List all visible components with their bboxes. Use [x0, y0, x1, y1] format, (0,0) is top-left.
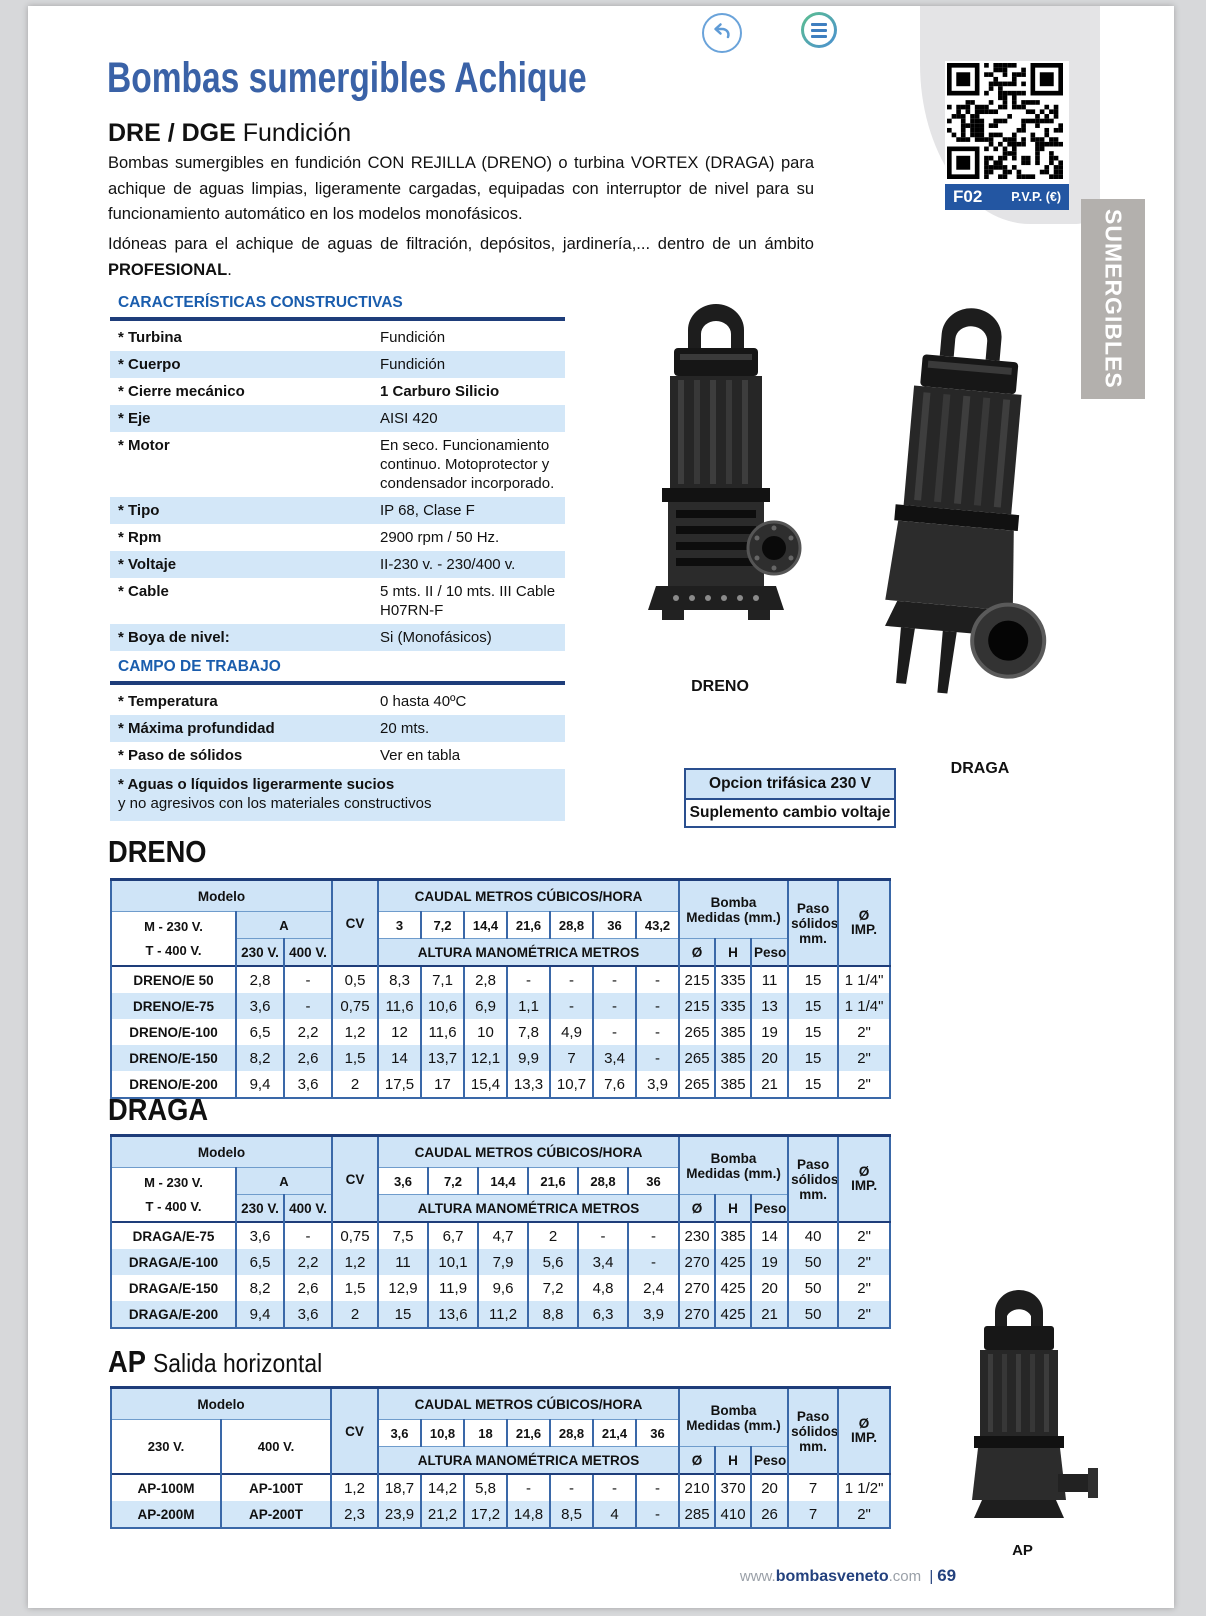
col-modelo: Modelo — [111, 1136, 332, 1168]
col-modelo: Modelo — [111, 1388, 331, 1420]
note-line2: y no agresivos con los materiales constructivos — [118, 795, 432, 812]
spec-row — [110, 351, 565, 378]
table-row: DRAGA/E-200 9,4 3,6 2 15 13,6 11,2 8,8 6,3 3,9 270 425 21 50 2" — [111, 1301, 890, 1328]
ap-product-photo — [940, 1286, 1105, 1536]
col-a: A — [236, 912, 332, 939]
hamburger-icon — [804, 15, 834, 45]
option-box — [684, 768, 896, 828]
spec-value: Si (Monofásicos) — [380, 629, 492, 646]
spec-label: * Voltaje — [118, 556, 177, 573]
col-paso: Paso sólidos mm. — [788, 1136, 838, 1223]
col-altura: ALTURA MANOMÉTRICA METROS — [378, 1195, 679, 1223]
menu-button[interactable] — [801, 12, 837, 48]
spec-row — [110, 551, 565, 578]
spec-value: Fundición — [380, 356, 446, 373]
table-row: DRAGA/E-75 3,6 - 0,75 7,5 6,7 4,7 2 - - 230 385 14 40 2" — [111, 1222, 890, 1249]
spec-row — [110, 624, 565, 651]
spec-label: * Máxima profundidad — [118, 720, 275, 737]
spec-label: * Cierre mecánico — [118, 383, 245, 400]
col-bomba: Bomba Medidas (mm.) — [679, 1388, 788, 1447]
catalog-code: F02 — [953, 187, 983, 206]
ap-table-title: AP Salida horizontal — [108, 1344, 323, 1379]
spec-value: En seco. Funcionamiento continuo. Motoprotector y condensador incorporado. — [380, 437, 555, 492]
spec-label: * Boya de nivel: — [118, 629, 230, 646]
col-altura: ALTURA MANOMÉTRICA METROS — [378, 939, 679, 967]
dreno-product-photo — [628, 296, 803, 676]
spec-value: Fundición — [380, 329, 446, 346]
col-caudal: CAUDAL METROS CÚBICOS/HORA — [378, 1136, 679, 1168]
intro-paragraph: Bombas sumergibles en fundición CON REJILLA (DRENO) o turbina VORTEX (DRAGA) para achique de aguas limpias, ligeramente cargadas, equipadas con interruptor de nivel para su funcionamiento automático en los modelos monofásicos. — [108, 154, 814, 223]
table-row: AP-100M AP-100T 1,2 18,7 14,2 5,8 - - - - 210 370 20 7 1 1/2" — [111, 1474, 890, 1501]
ap-table: Modelo CV CAUDAL METROS CÚBICOS/HORA Bomba Medidas (mm.) Paso sólidos mm. Ø IMP. 230 V. 400 V. 3,6 10,8 18 21,6 28,8 21,4 36 ALTURA MANOMÉTRICA METROS Ø H Peso AP-100M AP-100T 1,2 18,7 14,2 5,8 - - - - 210 370 20 7 1 1/2" AP-200M AP-200T 2,3 23,9 21,2 17,2 14,8 8,5 4 - 285 410 26 7 2" — [110, 1386, 891, 1529]
col-230v: 230 V. — [111, 1420, 221, 1475]
col-paso: Paso sólidos mm. — [788, 880, 838, 967]
spec-value: IP 68, Clase F — [380, 502, 475, 519]
col-altura: ALTURA MANOMÉTRICA METROS — [378, 1447, 679, 1475]
table-row: DRAGA/E-150 8,2 2,6 1,5 12,9 11,9 9,6 7,2 4,8 2,4 270 425 20 50 2" — [111, 1275, 890, 1301]
col-bomba: Bomba Medidas (mm.) — [679, 1136, 788, 1195]
spec-label: * Cable — [118, 583, 169, 600]
col-a: A — [236, 1168, 332, 1195]
section-rule — [110, 317, 565, 321]
page-number: 69 — [937, 1566, 957, 1585]
back-button[interactable] — [702, 13, 742, 53]
dreno-figure-label: DRENO — [691, 678, 749, 695]
col-cv: CV — [332, 1136, 378, 1223]
caracteristicas-list — [110, 324, 565, 651]
campo-list — [110, 688, 565, 769]
table-row: DRENO/E 50 2,8 - 0,5 8,3 7,1 2,8 - - - - 215 335 11 15 1 1/4" — [111, 966, 890, 993]
spec-row — [110, 405, 565, 432]
section-heading: CAMPO DE TRABAJO — [118, 658, 281, 675]
page-footer — [628, 1566, 1068, 1586]
table-row: DRENO/E-100 6,5 2,2 1,2 12 11,6 10 7,8 4,9 - - 265 385 19 15 2" — [111, 1019, 890, 1045]
spec-value: 1 Carburo Silicio — [380, 383, 500, 400]
col-cv: CV — [332, 880, 378, 967]
usage-period: . — [227, 260, 232, 279]
spec-label: * Eje — [118, 410, 151, 427]
undo-arrow-icon — [709, 20, 735, 46]
table-row: DRENO/E-75 3,6 - 0,75 11,6 10,6 6,9 1,1 - - - 215 335 13 15 1 1/4" — [111, 993, 890, 1019]
col-bomba: Bomba Medidas (mm.) — [679, 880, 788, 939]
pvp-badge — [945, 184, 1069, 210]
footer-com: .com — [888, 1568, 922, 1585]
section-heading: CARACTERÍSTICAS CONSTRUCTIVAS — [118, 294, 403, 311]
spec-label: * Cuerpo — [118, 356, 181, 373]
tab-sumergibles[interactable] — [1081, 199, 1145, 399]
spec-row — [110, 688, 565, 715]
campo-section — [110, 658, 565, 821]
dreno-table-title: DRENO — [108, 834, 207, 869]
spec-label: * Tipo — [118, 502, 160, 519]
campo-note — [110, 769, 565, 821]
usage-text: Idóneas para el achique de aguas de filtración, depósitos, jardinería,... dentro de un ámbito — [108, 235, 814, 253]
spec-label: * Turbina — [118, 329, 182, 346]
spec-row — [110, 742, 565, 769]
col-model-voltages: M - 230 V. T - 400 V. — [111, 1168, 236, 1223]
spec-row — [110, 432, 565, 497]
col-imp: Ø IMP. — [838, 880, 890, 967]
draga-table: Modelo CV CAUDAL METROS CÚBICOS/HORA Bomba Medidas (mm.) Paso sólidos mm. Ø IMP. M - 230 V. T - 400 V. A 3,6 7,2 14,4 21,6 28,8 36 230 V. 400 V. ALTURA MANOMÉTRICA METROS Ø H Peso DRAGA/E-75 3,6 - 0,75 7,5 6,7 4,7 2 - - 230 385 14 40 2" DRAGA/E-100 6,5 2,2 1,2 11 10,1 7,9 5,6 3,4 - 270 425 19 50 2" DRAGA/E-150 8,2 2,6 1,5 12,9 11,9 9,6 7,2 4,8 2,4 270 425 20 50 2" DRAGA/E-200 9,4 3,6 2 15 13,6 11,2 8,8 6,3 3,9 270 425 21 50 2" — [110, 1134, 891, 1329]
col-imp: Ø IMP. — [838, 1136, 890, 1223]
qr-code-icon — [947, 63, 1063, 179]
col-model-voltages: M - 230 V. T - 400 V. — [111, 912, 236, 967]
col-caudal: CAUDAL METROS CÚBICOS/HORA — [378, 880, 679, 912]
catalog-page — [28, 6, 1174, 1608]
col-caudal: CAUDAL METROS CÚBICOS/HORA — [378, 1388, 679, 1420]
spec-value: Ver en tabla — [380, 747, 461, 764]
spec-value: AISI 420 — [380, 410, 438, 427]
table-row: AP-200M AP-200T 2,3 23,9 21,2 17,2 14,8 8,5 4 - 285 410 26 7 2" — [111, 1501, 890, 1528]
col-paso: Paso sólidos mm. — [788, 1388, 838, 1475]
draga-table-title: DRAGA — [108, 1092, 209, 1127]
footer-brand: bombasveneto — [775, 1568, 889, 1585]
usage-paragraph — [108, 232, 814, 283]
section-rule — [110, 681, 565, 685]
footer-separator: | — [929, 1568, 934, 1585]
note-line1: * Aguas o líquidos ligerarmente sucios — [118, 776, 395, 793]
ap-figure-label: AP — [1012, 1542, 1033, 1559]
spec-row — [110, 715, 565, 742]
spec-label: * Temperatura — [118, 693, 218, 710]
spec-value: II-230 v. - 230/400 v. — [380, 556, 516, 573]
table-row: DRAGA/E-100 6,5 2,2 1,2 11 10,1 7,9 5,6 3,4 - 270 425 19 50 2" — [111, 1249, 890, 1275]
option-box-body: Suplemento cambio voltaje — [686, 800, 894, 826]
dreno-table: Modelo CV CAUDAL METROS CÚBICOS/HORA Bomba Medidas (mm.) Paso sólidos mm. Ø IMP. M - 230 V. T - 400 V. A 3 7,2 14,4 21,6 28,8 36 43,2 230 V. 400 V. ALTURA MANOMÉTRICA METROS Ø H Peso DRENO/E 50 2,8 - 0,5 8,3 7,1 2,8 - - - - 215 335 11 15 1 1/4" DRENO/E-75 3,6 - 0,75 11,6 10,6 6,9 1,1 - - - 215 335 13 15 1 1/4" DRENO/E-100 6,5 2,2 1,2 12 11,6 10 7,8 4,9 - - 265 385 19 15 2" DRENO/E-150 8,2 2,6 1,5 14 13,7 12,1 9,9 7 3,4 - 265 385 20 15 2" DRENO/E-200 9,4 3,6 2 17,5 17 15,4 13,3 10,7 7,6 3,9 265 385 21 15 2" — [110, 878, 891, 1099]
col-400v: 400 V. — [221, 1420, 331, 1475]
spec-value: 2900 rpm / 50 Hz. — [380, 529, 500, 546]
page-title: Bombas sumergibles Achique — [107, 54, 587, 102]
qr-code — [945, 61, 1069, 185]
spec-row — [110, 578, 565, 624]
footer-www: www. — [739, 1568, 776, 1585]
spec-row — [110, 324, 565, 351]
spec-value: 0 hasta 40ºC — [380, 693, 467, 710]
draga-figure-label: DRAGA — [950, 760, 1010, 777]
draga-product-photo — [840, 306, 1080, 746]
col-imp: Ø IMP. — [838, 1388, 890, 1475]
usage-bold: PROFESIONAL — [108, 260, 228, 279]
spec-label: * Paso de sólidos — [118, 747, 243, 764]
spec-value: 5 mts. II / 10 mts. III Cable H07RN-F — [380, 583, 556, 619]
spec-value: 20 mts. — [380, 720, 430, 737]
series-material: Fundición — [242, 119, 352, 147]
side-tab-label: SUMERGIBLES — [1100, 209, 1127, 389]
spec-row — [110, 524, 565, 551]
pvp-label: P.V.P. (€) — [1011, 190, 1061, 204]
option-box-header: Opcion trifásica 230 V — [686, 770, 894, 800]
col-cv: CV — [331, 1388, 378, 1475]
spec-label: * Motor — [118, 437, 170, 454]
spec-row — [110, 378, 565, 405]
spec-row — [110, 497, 565, 524]
table-row: DRENO/E-200 9,4 3,6 2 17,5 17 15,4 13,3 10,7 7,6 3,9 265 385 21 15 2" — [111, 1071, 890, 1098]
table-row: DRENO/E-150 8,2 2,6 1,5 14 13,7 12,1 9,9 7 3,4 - 265 385 20 15 2" — [111, 1045, 890, 1071]
col-modelo: Modelo — [111, 880, 332, 912]
caracteristicas-section — [110, 294, 565, 651]
series-subtitle — [108, 119, 351, 148]
spec-label: * Rpm — [118, 529, 162, 546]
series-code: DRE / DGE — [108, 119, 236, 147]
